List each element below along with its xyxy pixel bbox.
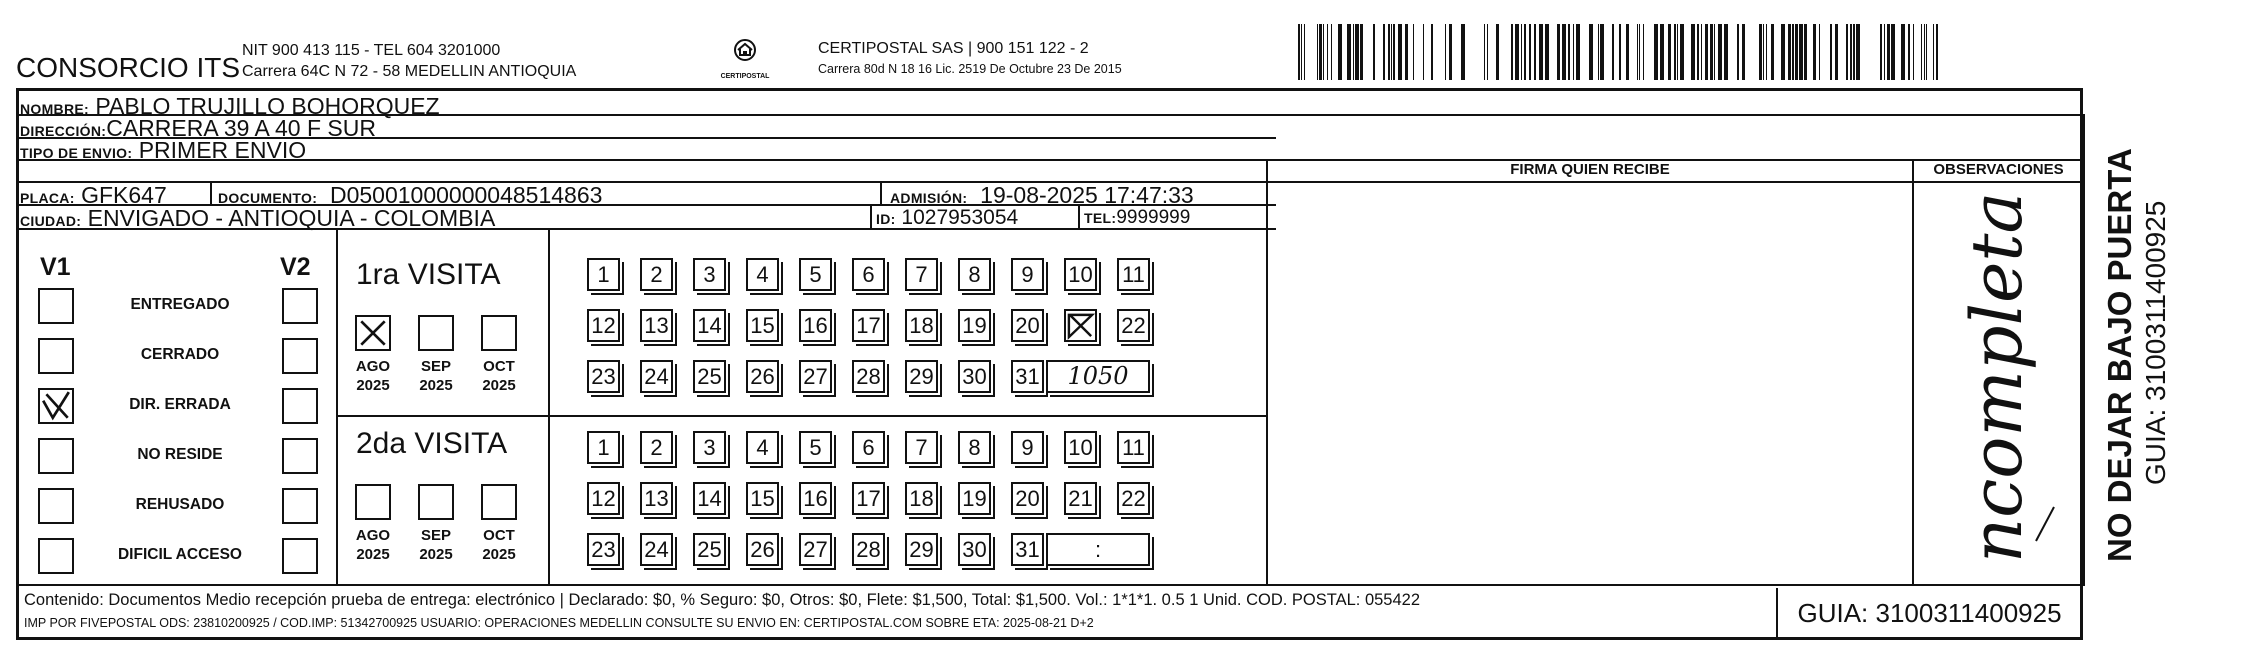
month-checkbox[interactable] xyxy=(418,484,454,520)
month-checkbox[interactable] xyxy=(418,315,454,351)
status-option-label: DIFICIL ACCESO xyxy=(117,546,242,563)
city: CIUDAD: ENVIGADO - ANTIOQUIA - COLOMBIA xyxy=(20,205,496,231)
signature-area[interactable] xyxy=(1268,183,1912,584)
carrier-name: CERTIPOSTAL SAS | 900 151 122 - 2 xyxy=(818,40,1089,57)
day-box[interactable]: 29 xyxy=(905,533,938,566)
day-box[interactable]: 31 xyxy=(1011,533,1044,566)
month-checkbox[interactable] xyxy=(481,484,517,520)
v1-checkbox[interactable] xyxy=(38,488,74,524)
month-label xyxy=(413,526,459,564)
day-box[interactable]: 10 xyxy=(1064,431,1097,464)
day-box[interactable]: 13 xyxy=(640,482,673,515)
month-name: AGO xyxy=(355,358,391,375)
day-box[interactable]: 22 xyxy=(1117,482,1150,515)
month-year: 2025 xyxy=(419,377,453,394)
company-nit: NIT 900 413 115 - TEL 604 3201000 xyxy=(242,42,501,59)
day-box[interactable]: 4 xyxy=(746,258,779,291)
v1-checkbox[interactable] xyxy=(38,288,74,324)
v1-heading: V1 xyxy=(40,253,71,281)
day-box[interactable]: 21 xyxy=(1064,482,1097,515)
month-label xyxy=(476,357,522,395)
company-address: Carrera 64C N 72 - 58 MEDELLIN ANTIOQUIA xyxy=(242,63,577,80)
day-box[interactable]: 23 xyxy=(587,360,620,393)
day-box[interactable]: 31 xyxy=(1011,360,1044,393)
check-mark-icon xyxy=(357,317,389,349)
recipient-name: NOMBRE: PABLO TRUJILLO BOHORQUEZ xyxy=(20,93,440,119)
day-box[interactable]: 1 xyxy=(587,258,620,291)
day-box[interactable]: 2 xyxy=(640,258,673,291)
logo-caption: CERTIPOSTAL xyxy=(720,73,770,80)
day-box[interactable]: 19 xyxy=(958,309,991,342)
time-box[interactable]: : xyxy=(1046,533,1150,566)
month-year: 2025 xyxy=(419,546,453,563)
status-option-label: REHUSADO xyxy=(135,496,225,513)
status-option-label: CERRADO xyxy=(140,346,220,363)
carrier-address: Carrera 80d N 18 16 Lic. 2519 De Octubre 23 De 2015 xyxy=(818,62,1122,76)
v2-checkbox[interactable] xyxy=(282,488,318,524)
day-box[interactable]: 17 xyxy=(852,482,885,515)
day-box[interactable]: 24 xyxy=(640,533,673,566)
day-box[interactable]: 26 xyxy=(746,533,779,566)
day-box[interactable]: 28 xyxy=(852,533,885,566)
certipostal-logo xyxy=(710,36,780,81)
day-box[interactable]: 22 xyxy=(1117,309,1150,342)
day-box[interactable]: 27 xyxy=(799,533,832,566)
carrier-info xyxy=(818,38,1122,80)
day-box[interactable]: 19 xyxy=(958,482,991,515)
day-box[interactable]: 25 xyxy=(693,360,726,393)
month-checkbox[interactable] xyxy=(355,484,391,520)
visit2-title: 2da VISITA xyxy=(356,427,508,460)
v2-heading: V2 xyxy=(280,253,311,281)
plate: PLACA: GFK647 xyxy=(20,182,167,208)
day-box[interactable]: 28 xyxy=(852,360,885,393)
v2-checkbox[interactable] xyxy=(282,388,318,424)
day-box[interactable]: 23 xyxy=(587,533,620,566)
day-box[interactable]: 4 xyxy=(746,431,779,464)
footer-content-line: Contenido: Documentos Medio recepción prueba de entrega: electrónico | Declarado: $0, % Seguro: $0, Otros: $0, Flete: $1,500, Total: $1,500. Vol.: 1*1*1. 0.5 1 Unid. COD. POSTAL: 055422 xyxy=(24,591,1421,609)
signature-heading: FIRMA QUIEN RECIBE xyxy=(1510,161,1670,178)
month-checkbox[interactable] xyxy=(481,315,517,351)
observation-handwriting: ncompleta xyxy=(1956,191,2038,563)
recipient-address: DIRECCIÓN:CARRERA 39 A 40 F SUR xyxy=(20,115,376,141)
month-name: AGO xyxy=(355,527,391,544)
day-box[interactable] xyxy=(1064,309,1097,342)
day-box[interactable]: 7 xyxy=(905,431,938,464)
footer-print-line: IMP POR FIVEPOSTAL ODS: 23810200925 / COD.IMP: 51342700925 USUARIO: OPERACIONES MEDELLIN CONSULTE SU ENVIO EN: CERTIPOSTAL.COM SOBRE ETA: 2025-08-21 D+2 xyxy=(24,616,1094,630)
day-box[interactable]: 6 xyxy=(852,431,885,464)
v2-checkbox[interactable] xyxy=(282,538,318,574)
v1-checkbox[interactable] xyxy=(38,538,74,574)
day-box[interactable]: 1 xyxy=(587,431,620,464)
day-box[interactable]: 18 xyxy=(905,482,938,515)
time-box[interactable]: 1050 xyxy=(1046,360,1150,393)
month-name: OCT xyxy=(483,358,515,375)
observations-heading: OBSERVACIONES xyxy=(1933,161,2064,178)
month-year: 2025 xyxy=(356,377,390,394)
day-box[interactable]: 8 xyxy=(958,258,991,291)
day-box[interactable]: 20 xyxy=(1011,309,1044,342)
day-box[interactable]: 29 xyxy=(905,360,938,393)
day-box[interactable]: 5 xyxy=(799,258,832,291)
observations-area[interactable] xyxy=(1914,183,2083,584)
month-label xyxy=(350,357,396,395)
day-box[interactable]: 30 xyxy=(958,360,991,393)
recipient-id: ID: 1027953054 xyxy=(876,206,1019,229)
v2-checkbox[interactable] xyxy=(282,438,318,474)
company-name: CONSORCIO ITS xyxy=(16,52,241,83)
day-box[interactable]: 11 xyxy=(1117,258,1150,291)
v1-checkbox[interactable] xyxy=(38,438,74,474)
v2-checkbox[interactable] xyxy=(282,288,318,324)
status-option-label: ENTREGADO xyxy=(130,296,230,313)
day-box[interactable]: 3 xyxy=(693,258,726,291)
certipostal-logo-icon xyxy=(726,36,764,72)
day-box[interactable]: 14 xyxy=(693,482,726,515)
day-box[interactable]: 6 xyxy=(852,258,885,291)
day-box[interactable]: 16 xyxy=(799,309,832,342)
v1-checkbox[interactable] xyxy=(38,338,74,374)
day-box[interactable]: 12 xyxy=(587,309,620,342)
month-year: 2025 xyxy=(482,377,516,394)
admission-date: ADMISIÓN: 19-08-2025 17:47:33 xyxy=(890,182,1194,208)
side-guia: GUIA: 3100311400925 xyxy=(2140,200,2171,485)
status-option-label: DIR. ERRADA xyxy=(129,396,231,413)
day-box[interactable]: 5 xyxy=(799,431,832,464)
v2-checkbox[interactable] xyxy=(282,338,318,374)
day-box[interactable]: 9 xyxy=(1011,258,1044,291)
day-box[interactable]: 24 xyxy=(640,360,673,393)
v1-checkbox[interactable] xyxy=(38,388,74,424)
document-number: DOCUMENTO: D05001000000048514863 xyxy=(218,182,603,208)
side-notice: NO DEJAR BAJO PUERTA xyxy=(2101,148,2138,562)
month-year: 2025 xyxy=(482,546,516,563)
day-box[interactable]: 8 xyxy=(958,431,991,464)
shipment-type: TIPO DE ENVIO: PRIMER ENVIO xyxy=(20,137,307,163)
day-box[interactable]: 13 xyxy=(640,309,673,342)
month-checkbox[interactable] xyxy=(355,315,391,351)
month-label xyxy=(476,526,522,564)
day-box[interactable]: 9 xyxy=(1011,431,1044,464)
company-info xyxy=(242,40,576,82)
status-option-label: NO RESIDE xyxy=(137,446,223,463)
day-box[interactable]: 12 xyxy=(587,482,620,515)
month-label xyxy=(350,526,396,564)
day-box[interactable]: 27 xyxy=(799,360,832,393)
day-box[interactable]: 26 xyxy=(746,360,779,393)
day-box[interactable]: 15 xyxy=(746,482,779,515)
day-box[interactable]: 15 xyxy=(746,309,779,342)
day-box[interactable]: 11 xyxy=(1117,431,1150,464)
day-box[interactable]: 30 xyxy=(958,533,991,566)
month-name: SEP xyxy=(420,527,451,544)
day-box[interactable]: 10 xyxy=(1064,258,1097,291)
day-box[interactable]: 20 xyxy=(1011,482,1044,515)
day-box[interactable]: 16 xyxy=(799,482,832,515)
barcode xyxy=(1298,24,1938,80)
day-box[interactable]: 2 xyxy=(640,431,673,464)
visit1-title: 1ra VISITA xyxy=(356,258,501,291)
day-box[interactable]: 7 xyxy=(905,258,938,291)
month-year: 2025 xyxy=(356,546,390,563)
observation-mark-icon xyxy=(2034,503,2058,543)
month-label xyxy=(413,357,459,395)
check-mark-icon xyxy=(40,390,72,422)
recipient-phone: TEL:9999999 xyxy=(1084,207,1191,228)
month-name: SEP xyxy=(420,358,451,375)
day-box[interactable]: 18 xyxy=(905,309,938,342)
day-box[interactable]: 25 xyxy=(693,533,726,566)
day-box[interactable]: 17 xyxy=(852,309,885,342)
guia-box: GUIA: 3100311400925 xyxy=(1776,588,2081,638)
day-mark-icon xyxy=(1066,311,1095,340)
day-box[interactable]: 14 xyxy=(693,309,726,342)
day-box[interactable]: 3 xyxy=(693,431,726,464)
month-name: OCT xyxy=(483,527,515,544)
